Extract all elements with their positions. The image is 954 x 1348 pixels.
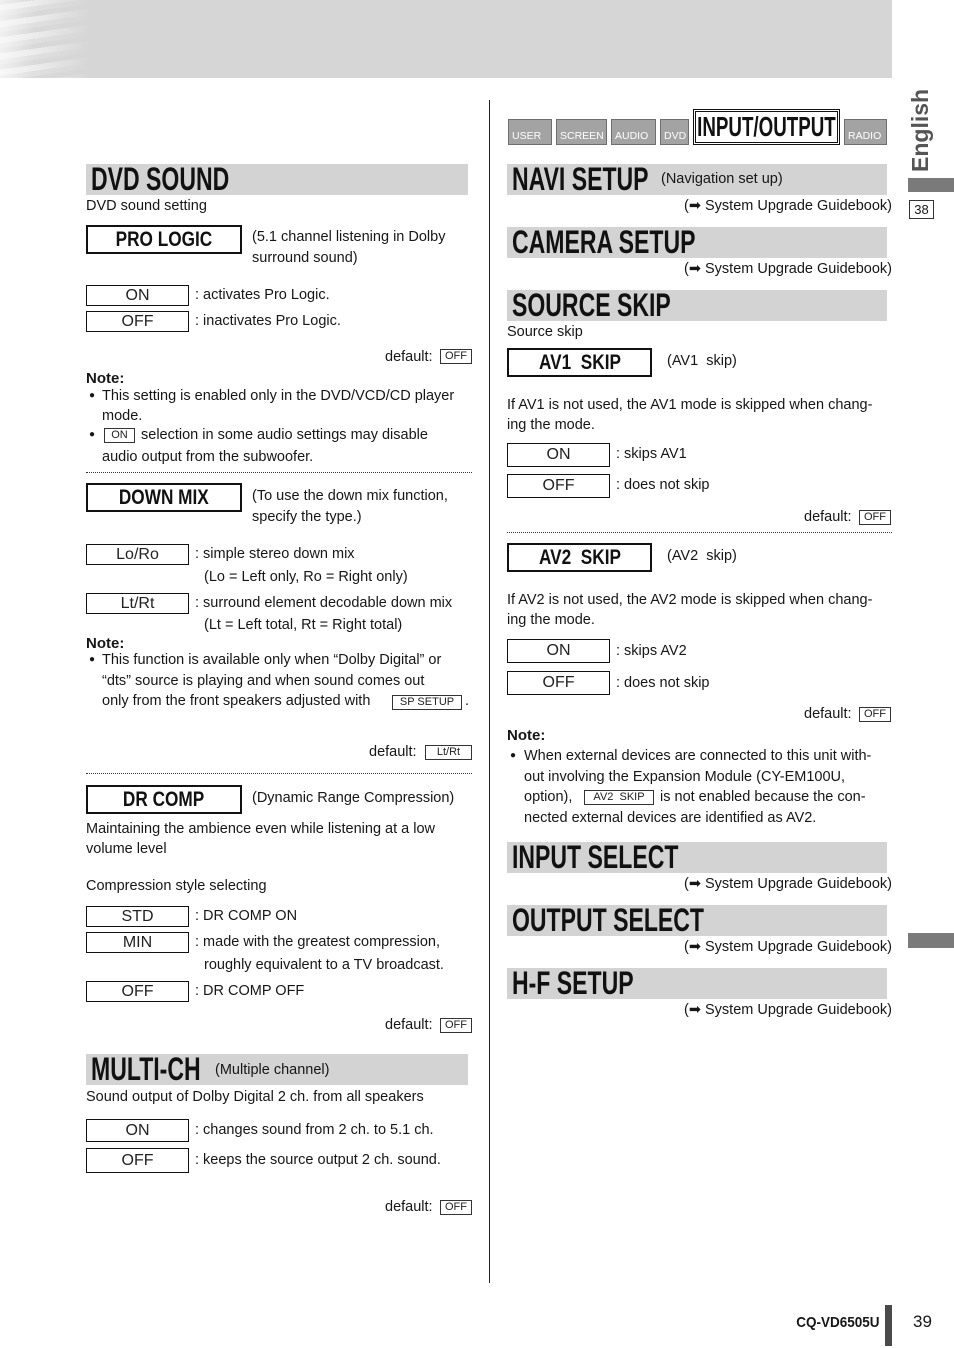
tab-screen: SCREEN [556, 119, 607, 145]
note-text: This setting is enabled only in the DVD/VCD/CD player [102, 388, 455, 404]
dvd-sound-intro: DVD sound setting [86, 198, 207, 214]
language-tab: English [907, 88, 933, 172]
note-label: Note: [86, 635, 125, 652]
option-desc: : skips AV1 [616, 446, 687, 462]
side-section-bar [908, 933, 954, 948]
source-skip-intro: Source skip [507, 324, 583, 340]
banner-image [0, 0, 90, 78]
option-desc: roughly equivalent to a TV broadcast. [204, 957, 444, 973]
av1-skip-desc: (AV1 skip) [667, 353, 737, 369]
guidebook-ref: (➡ System Upgrade Guidebook) [684, 198, 892, 214]
note-text: nected external devices are identified as AV2. [524, 810, 817, 826]
guidebook-ref: (➡ System Upgrade Guidebook) [684, 261, 892, 277]
option-box: OFF [507, 671, 610, 695]
option-box: OFF [86, 1148, 189, 1173]
source-skip-title: SOURCE SKIP [512, 287, 671, 323]
dr-comp-text: Maintaining the ambience even while listening at a low [86, 821, 436, 837]
option-box: MIN [86, 932, 189, 953]
model-number: CQ-VD6505U [796, 1314, 880, 1331]
dr-comp-intro: Compression style selecting [86, 878, 267, 894]
default-value: OFF [859, 707, 891, 722]
av2-skip-text: If AV2 is not used, the AV2 mode is skipped when chang- [507, 592, 873, 608]
multi-ch-title: MULTI-CH [91, 1051, 201, 1087]
option-desc: : DR COMP OFF [195, 983, 305, 999]
dvd-sound-title: DVD SOUND [91, 161, 230, 197]
default-label: default: [369, 744, 417, 760]
option-desc: : skips AV2 [616, 643, 687, 659]
guidebook-ref: (➡ System Upgrade Guidebook) [684, 939, 892, 955]
default-value: OFF [440, 1018, 472, 1033]
navi-setup-subtitle: (Navigation set up) [661, 171, 783, 187]
option-desc: : simple stereo down mix [195, 546, 355, 562]
av2-skip-text: ing the mode. [507, 612, 595, 628]
section-divider [86, 472, 472, 473]
default-label: default: [385, 349, 433, 365]
hf-setup-heading [507, 965, 887, 1001]
default-label: default: [385, 1017, 433, 1033]
note-text: “dts” source is playing and when sound comes out [102, 673, 425, 689]
inline-setting-box: ON [104, 428, 135, 443]
inline-setting-box: SP SETUP [392, 695, 462, 710]
note-text: audio output from the subwoofer. [102, 449, 314, 465]
option-box: Lt/Rt [86, 593, 189, 614]
option-box: OFF [507, 474, 610, 498]
av2-skip-box [507, 543, 652, 572]
note-label: Note: [507, 727, 546, 744]
option-desc: : made with the greatest compression, [195, 934, 441, 950]
bullet-icon: ● [89, 429, 96, 440]
default-value: OFF [859, 510, 891, 525]
dr-comp-desc: (Dynamic Range Compression) [252, 790, 455, 806]
default-value: OFF [440, 1200, 472, 1215]
guidebook-ref: (➡ System Upgrade Guidebook) [684, 876, 892, 892]
dr-comp-text: volume level [86, 841, 167, 857]
av1-skip-label: AV1 SKIP [538, 350, 621, 374]
default-value: Lt/Rt [425, 745, 472, 760]
av2-skip-label: AV2 SKIP [538, 545, 621, 569]
side-page-ref: 38 [909, 200, 934, 219]
option-desc: : does not skip [616, 477, 710, 493]
option-desc: : surround element decodable down mix [195, 595, 453, 611]
down-mix-label: DOWN MIX [119, 485, 209, 509]
option-desc: : changes sound from 2 ch. to 5.1 ch. [195, 1122, 434, 1138]
pro-logic-label: PRO LOGIC [115, 227, 213, 251]
option-desc: : keeps the source output 2 ch. sound. [195, 1152, 441, 1168]
dr-comp-label: DR COMP [123, 787, 205, 811]
option-box: ON [86, 285, 189, 306]
note-text: option), [524, 789, 573, 805]
section-divider [86, 773, 472, 774]
down-mix-box [86, 483, 242, 512]
av1-skip-text: ing the mode. [507, 417, 595, 433]
bullet-icon: ● [510, 750, 517, 761]
option-box: STD [86, 906, 189, 927]
output-select-title: OUTPUT SELECT [512, 902, 705, 938]
section-divider [507, 532, 892, 533]
note-text: only from the front speakers adjusted with [102, 693, 371, 709]
default-label: default: [804, 509, 852, 525]
tab-input-output [693, 109, 840, 145]
option-box: ON [507, 639, 610, 663]
pro-logic-desc: (5.1 channel listening in Dolby [252, 229, 446, 245]
guidebook-ref: (➡ System Upgrade Guidebook) [684, 1002, 892, 1018]
option-box: ON [507, 443, 610, 467]
option-box: OFF [86, 311, 189, 332]
camera-setup-title: CAMERA SETUP [512, 224, 696, 260]
language-tab-bar [908, 178, 954, 192]
note-text: When external devices are connected to this unit with- [524, 748, 872, 764]
footer-bar [885, 1305, 892, 1346]
option-box: OFF [86, 981, 189, 1002]
option-desc: : inactivates Pro Logic. [195, 313, 341, 329]
bullet-icon: ● [89, 390, 96, 401]
default-label: default: [804, 706, 852, 722]
output-select-heading [507, 902, 887, 938]
pro-logic-desc: surround sound) [252, 250, 358, 266]
top-banner [0, 0, 892, 78]
input-select-title: INPUT SELECT [512, 839, 679, 875]
note-text: is not enabled because the con- [660, 789, 866, 805]
camera-setup-heading [507, 224, 887, 260]
dvd-sound-heading [86, 161, 468, 197]
tab-radio: RADIO [844, 119, 887, 145]
tab-input-output-label: INPUT/OUTPUT [697, 111, 836, 142]
option-desc: (Lt = Left total, Rt = Right total) [204, 617, 403, 633]
inline-setting-box: AV2 SKIP [584, 790, 654, 805]
tab-dvd: DVD [660, 119, 689, 145]
default-label: default: [385, 1199, 433, 1215]
note-text: selection in some audio settings may disable [141, 427, 428, 443]
bullet-icon: ● [89, 654, 96, 665]
option-box: Lo/Ro [86, 544, 189, 565]
navi-setup-title: NAVI SETUP [512, 161, 649, 197]
tab-user: USER [508, 119, 552, 145]
note-label: Note: [86, 370, 125, 387]
note-text: . [465, 693, 470, 709]
multi-ch-intro: Sound output of Dolby Digital 2 ch. from all speakers [86, 1089, 424, 1105]
dr-comp-box [86, 785, 242, 814]
down-mix-desc: specify the type.) [252, 509, 362, 525]
option-box: ON [86, 1119, 189, 1142]
note-text: out involving the Expansion Module (CY-EM100U, [524, 769, 846, 785]
note-text: This function is available only when “Dolby Digital” or [102, 652, 442, 668]
option-desc: : activates Pro Logic. [195, 287, 330, 303]
source-skip-heading [507, 287, 887, 323]
multi-ch-subtitle: (Multiple channel) [215, 1062, 330, 1078]
down-mix-desc: (To use the down mix function, [252, 488, 448, 504]
av1-skip-text: If AV1 is not used, the AV1 mode is skipped when chang- [507, 397, 873, 413]
option-desc: : does not skip [616, 675, 710, 691]
hf-setup-title: H-F SETUP [512, 965, 634, 1001]
default-value: OFF [440, 349, 472, 364]
av1-skip-box [507, 348, 652, 377]
option-desc: (Lo = Left only, Ro = Right only) [204, 569, 408, 585]
tab-audio: AUDIO [611, 119, 656, 145]
page-number: 39 [913, 1312, 932, 1331]
input-select-heading [507, 839, 887, 875]
pro-logic-box [86, 225, 242, 254]
option-desc: : DR COMP ON [195, 908, 298, 924]
column-divider [489, 100, 490, 1283]
note-text: mode. [102, 408, 143, 424]
av2-skip-desc: (AV2 skip) [667, 548, 737, 564]
